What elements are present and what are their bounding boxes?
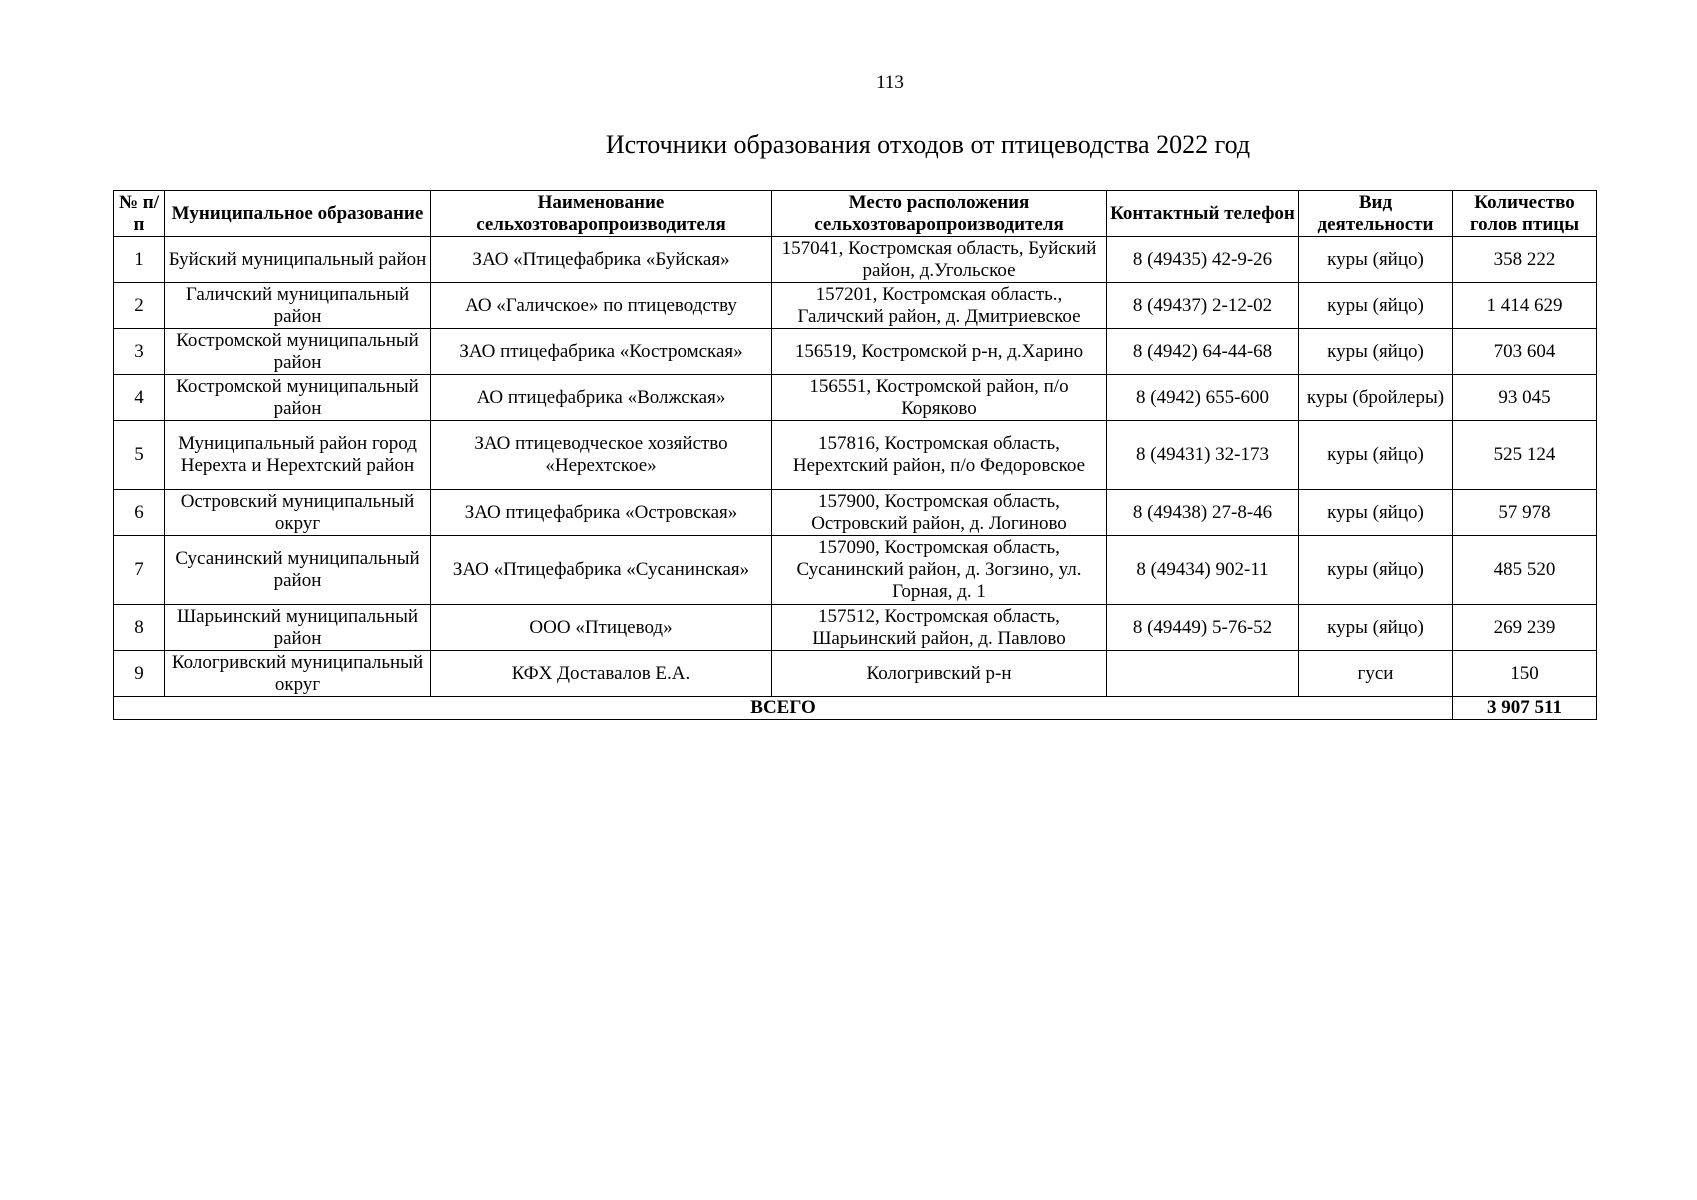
producer-name: КФХ Доставалов Е.А. <box>431 651 772 697</box>
bird-count: 93 045 <box>1453 375 1597 421</box>
row-number: 1 <box>114 237 165 283</box>
location: 157816, Костромская область, Нерехтский район, п/о Федоровское <box>772 421 1107 490</box>
activity: куры (яйцо) <box>1299 421 1453 490</box>
municipality: Муниципальный район город Нерехта и Нерехтский район <box>165 421 431 490</box>
activity: куры (яйцо) <box>1299 490 1453 536</box>
bird-count: 150 <box>1453 651 1597 697</box>
table-row <box>114 375 1597 421</box>
activity: куры (яйцо) <box>1299 237 1453 283</box>
header-bird-count: Количество голов птицы <box>1453 191 1597 237</box>
bird-count: 269 239 <box>1453 605 1597 651</box>
row-number: 7 <box>114 536 165 605</box>
phone: 8 (4942) 64-44-68 <box>1107 329 1299 375</box>
table-row <box>114 651 1597 697</box>
municipality: Кологривский муниципальный округ <box>165 651 431 697</box>
document-title: Источники образования отходов от птицеводства 2022 год <box>605 130 1251 159</box>
producer-name: ЗАО птицефабрика «Костромская» <box>431 329 772 375</box>
phone: 8 (4942) 655-600 <box>1107 375 1299 421</box>
municipality: Костромской муниципальный район <box>165 375 431 421</box>
table-header-row <box>114 191 1597 237</box>
bird-count: 358 222 <box>1453 237 1597 283</box>
municipality: Сусанинский муниципальный район <box>165 536 431 605</box>
table-row <box>114 490 1597 536</box>
producer-name: ООО «Птицевод» <box>431 605 772 651</box>
phone <box>1107 651 1299 697</box>
header-activity: Вид деятельности <box>1299 191 1453 237</box>
header-municipality: Муниципальное образование <box>165 191 431 237</box>
row-number: 9 <box>114 651 165 697</box>
phone: 8 (49431) 32-173 <box>1107 421 1299 490</box>
location: Кологривский р-н <box>772 651 1107 697</box>
header-number: № п/п <box>114 191 165 237</box>
row-number: 2 <box>114 283 165 329</box>
municipality: Шарьинский муниципальный район <box>165 605 431 651</box>
location: 156551, Костромской район, п/о Коряково <box>772 375 1107 421</box>
phone: 8 (49438) 27-8-46 <box>1107 490 1299 536</box>
phone: 8 (49435) 42-9-26 <box>1107 237 1299 283</box>
bird-count: 57 978 <box>1453 490 1597 536</box>
municipality: Галичский муниципальный район <box>165 283 431 329</box>
header-location: Место расположения сельхозтоваропроизводителя <box>772 191 1107 237</box>
location: 157090, Костромская область, Сусанинский район, д. Зогзино, ул. Горная, д. 1 <box>772 536 1107 605</box>
activity: гуси <box>1299 651 1453 697</box>
row-number: 4 <box>114 375 165 421</box>
row-number: 6 <box>114 490 165 536</box>
producer-name: ЗАО «Птицефабрика «Сусанинская» <box>431 536 772 605</box>
total-row <box>114 697 1597 720</box>
table-row <box>114 605 1597 651</box>
table-row <box>114 237 1597 283</box>
activity: куры (яйцо) <box>1299 329 1453 375</box>
total-value: 3 907 511 <box>1453 697 1597 720</box>
row-number: 8 <box>114 605 165 651</box>
municipality: Буйский муниципальный район <box>165 237 431 283</box>
producer-name: ЗАО птицефабрика «Островская» <box>431 490 772 536</box>
header-phone: Контактный телефон <box>1107 191 1299 237</box>
municipality: Островский муниципальный округ <box>165 490 431 536</box>
poultry-sources-table <box>113 190 1597 720</box>
row-number: 3 <box>114 329 165 375</box>
header-producer-name: Наименование сельхозтоваропроизводителя <box>431 191 772 237</box>
producer-name: АО птицефабрика «Волжская» <box>431 375 772 421</box>
bird-count: 703 604 <box>1453 329 1597 375</box>
total-label: ВСЕГО <box>114 697 1453 720</box>
phone: 8 (49449) 5-76-52 <box>1107 605 1299 651</box>
table-row <box>114 421 1597 490</box>
location: 157512, Костромская область, Шарьинский район, д. Павлово <box>772 605 1107 651</box>
location: 157900, Костромская область, Островский район, д. Логиново <box>772 490 1107 536</box>
phone: 8 (49434) 902-11 <box>1107 536 1299 605</box>
producer-name: ЗАО птицеводческое хозяйство «Нерехтское» <box>431 421 772 490</box>
location: 156519, Костромской р-н, д.Харино <box>772 329 1107 375</box>
bird-count: 1 414 629 <box>1453 283 1597 329</box>
table-row <box>114 329 1597 375</box>
activity: куры (бройлеры) <box>1299 375 1453 421</box>
activity: куры (яйцо) <box>1299 605 1453 651</box>
producer-name: ЗАО «Птицефабрика «Буйская» <box>431 237 772 283</box>
activity: куры (яйцо) <box>1299 283 1453 329</box>
municipality: Костромской муниципальный район <box>165 329 431 375</box>
phone: 8 (49437) 2-12-02 <box>1107 283 1299 329</box>
page-number: 113 <box>876 72 904 93</box>
producer-name: АО «Галичское» по птицеводству <box>431 283 772 329</box>
bird-count: 525 124 <box>1453 421 1597 490</box>
location: 157201, Костромская область., Галичский район, д. Дмитриевское <box>772 283 1107 329</box>
bird-count: 485 520 <box>1453 536 1597 605</box>
row-number: 5 <box>114 421 165 490</box>
table-row <box>114 536 1597 605</box>
table-row <box>114 283 1597 329</box>
location: 157041, Костромская область, Буйский район, д.Угольское <box>772 237 1107 283</box>
activity: куры (яйцо) <box>1299 536 1453 605</box>
